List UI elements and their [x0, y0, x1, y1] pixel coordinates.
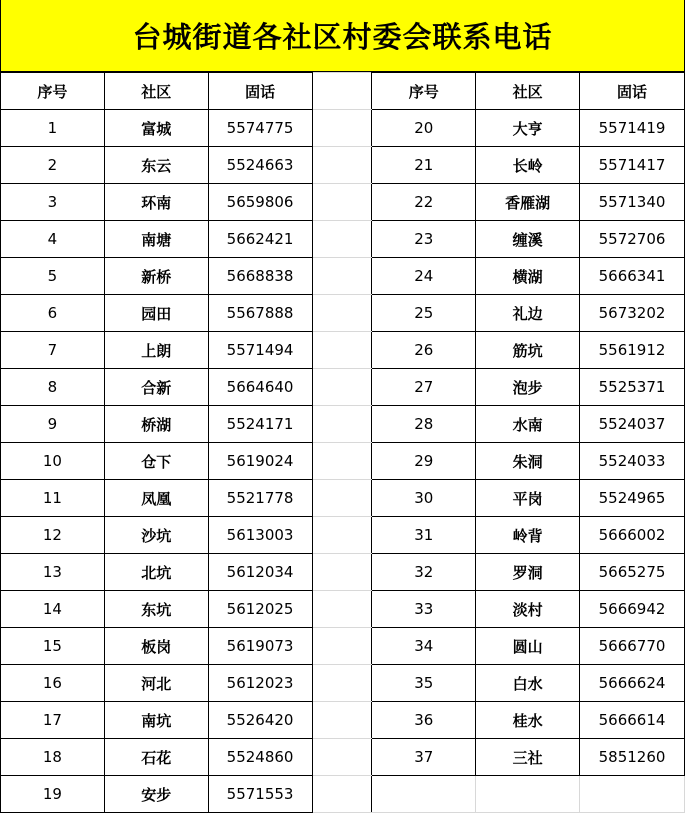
column-gap [312, 665, 372, 702]
row-index: 2 [1, 147, 105, 184]
row-community: 水南 [476, 406, 580, 443]
row-phone: 5524860 [208, 739, 312, 776]
row-phone: 5666002 [580, 517, 685, 554]
table-row [1, 739, 685, 776]
row-phone: 5574775 [208, 110, 312, 147]
row-index: 27 [372, 369, 476, 406]
row-index: 33 [372, 591, 476, 628]
row-community: 圆山 [476, 628, 580, 665]
row-community: 富城 [104, 110, 208, 147]
row-phone: 5524037 [580, 406, 685, 443]
row-phone: 5524171 [208, 406, 312, 443]
row-community: 河北 [104, 665, 208, 702]
row-community: 长岭 [476, 147, 580, 184]
table-row [1, 221, 685, 258]
row-phone: 5571340 [580, 184, 685, 221]
table-row [1, 443, 685, 480]
row-community: 环南 [104, 184, 208, 221]
row-community: 新桥 [104, 258, 208, 295]
table-row [1, 147, 685, 184]
row-community: 平岗 [476, 480, 580, 517]
row-index: 17 [1, 702, 105, 739]
row-index: 37 [372, 739, 476, 776]
row-phone: 5673202 [580, 295, 685, 332]
row-community: 罗洞 [476, 554, 580, 591]
row-index: 24 [372, 258, 476, 295]
header-community-left: 社区 [104, 73, 208, 110]
row-community [476, 776, 580, 813]
row-community: 东坑 [104, 591, 208, 628]
row-index: 18 [1, 739, 105, 776]
table-row [1, 295, 685, 332]
row-index: 35 [372, 665, 476, 702]
row-community: 香雁湖 [476, 184, 580, 221]
column-gap [312, 147, 372, 184]
row-community: 东云 [104, 147, 208, 184]
row-phone: 5666624 [580, 665, 685, 702]
row-community: 大亨 [476, 110, 580, 147]
column-gap [312, 332, 372, 369]
row-index: 8 [1, 369, 105, 406]
column-gap [312, 221, 372, 258]
row-index: 4 [1, 221, 105, 258]
row-phone: 5571553 [208, 776, 312, 813]
row-index: 6 [1, 295, 105, 332]
row-phone: 5666341 [580, 258, 685, 295]
row-community: 南塘 [104, 221, 208, 258]
table-row [1, 406, 685, 443]
row-community: 三社 [476, 739, 580, 776]
row-phone: 5613003 [208, 517, 312, 554]
row-community: 凤凰 [104, 480, 208, 517]
column-gap [312, 480, 372, 517]
header-row [1, 73, 685, 110]
row-index: 25 [372, 295, 476, 332]
header-phone-right: 固话 [580, 73, 685, 110]
row-index: 15 [1, 628, 105, 665]
row-index: 36 [372, 702, 476, 739]
row-phone: 5664640 [208, 369, 312, 406]
row-index: 34 [372, 628, 476, 665]
row-phone: 5524033 [580, 443, 685, 480]
column-gap [312, 110, 372, 147]
column-gap [312, 369, 372, 406]
row-phone: 5612025 [208, 591, 312, 628]
column-gap [312, 517, 372, 554]
row-community: 桂水 [476, 702, 580, 739]
table-row [1, 665, 685, 702]
row-community: 筋坑 [476, 332, 580, 369]
row-index: 31 [372, 517, 476, 554]
column-gap [312, 739, 372, 776]
row-index: 21 [372, 147, 476, 184]
table-row [1, 110, 685, 147]
row-index: 12 [1, 517, 105, 554]
column-gap [312, 73, 372, 110]
row-community: 缠溪 [476, 221, 580, 258]
row-index: 26 [372, 332, 476, 369]
row-phone: 5666942 [580, 591, 685, 628]
row-community: 合新 [104, 369, 208, 406]
row-index: 14 [1, 591, 105, 628]
row-index: 3 [1, 184, 105, 221]
row-index: 10 [1, 443, 105, 480]
row-phone: 5612023 [208, 665, 312, 702]
contact-table [0, 72, 685, 813]
row-phone: 5567888 [208, 295, 312, 332]
row-phone: 5666614 [580, 702, 685, 739]
row-community: 上朗 [104, 332, 208, 369]
table-row [1, 517, 685, 554]
row-index: 30 [372, 480, 476, 517]
row-index: 20 [372, 110, 476, 147]
row-index: 7 [1, 332, 105, 369]
column-gap [312, 591, 372, 628]
row-phone: 5665275 [580, 554, 685, 591]
row-phone: 5619024 [208, 443, 312, 480]
row-community: 板岗 [104, 628, 208, 665]
row-phone: 5521778 [208, 480, 312, 517]
row-phone: 5572706 [580, 221, 685, 258]
row-index: 13 [1, 554, 105, 591]
row-community: 桥湖 [104, 406, 208, 443]
row-phone [580, 776, 685, 813]
row-community: 园田 [104, 295, 208, 332]
table-row [1, 369, 685, 406]
row-phone: 5571494 [208, 332, 312, 369]
row-index: 11 [1, 480, 105, 517]
row-phone: 5561912 [580, 332, 685, 369]
row-community: 北坑 [104, 554, 208, 591]
row-phone: 5619073 [208, 628, 312, 665]
row-community: 淡村 [476, 591, 580, 628]
row-phone: 5524663 [208, 147, 312, 184]
table-row [1, 480, 685, 517]
row-phone: 5659806 [208, 184, 312, 221]
header-community-right: 社区 [476, 73, 580, 110]
row-phone: 5525371 [580, 369, 685, 406]
header-index-right: 序号 [372, 73, 476, 110]
row-community: 沙坑 [104, 517, 208, 554]
row-community: 仓下 [104, 443, 208, 480]
row-index: 1 [1, 110, 105, 147]
header-index-left: 序号 [1, 73, 105, 110]
column-gap [312, 702, 372, 739]
row-index: 5 [1, 258, 105, 295]
row-community: 横湖 [476, 258, 580, 295]
column-gap [312, 406, 372, 443]
row-index: 22 [372, 184, 476, 221]
row-index: 19 [1, 776, 105, 813]
row-index: 16 [1, 665, 105, 702]
row-index: 32 [372, 554, 476, 591]
row-index: 9 [1, 406, 105, 443]
row-community: 白水 [476, 665, 580, 702]
column-gap [312, 295, 372, 332]
table-row [1, 776, 685, 813]
row-phone: 5662421 [208, 221, 312, 258]
row-community: 泡步 [476, 369, 580, 406]
row-phone: 5526420 [208, 702, 312, 739]
column-gap [312, 776, 372, 813]
row-phone: 5571419 [580, 110, 685, 147]
row-community: 安步 [104, 776, 208, 813]
column-gap [312, 628, 372, 665]
row-phone: 5851260 [580, 739, 685, 776]
row-phone: 5612034 [208, 554, 312, 591]
column-gap [312, 443, 372, 480]
table-row [1, 332, 685, 369]
page-title: 台城街道各社区村委会联系电话 [0, 0, 685, 72]
row-community: 南坑 [104, 702, 208, 739]
row-community: 石花 [104, 739, 208, 776]
row-phone: 5668838 [208, 258, 312, 295]
row-index [372, 776, 476, 813]
column-gap [312, 554, 372, 591]
row-phone: 5666770 [580, 628, 685, 665]
column-gap [312, 184, 372, 221]
table-row [1, 591, 685, 628]
header-phone-left: 固话 [208, 73, 312, 110]
table-row [1, 184, 685, 221]
row-index: 29 [372, 443, 476, 480]
row-index: 28 [372, 406, 476, 443]
table-row [1, 258, 685, 295]
row-phone: 5571417 [580, 147, 685, 184]
row-community: 礼边 [476, 295, 580, 332]
table-row [1, 702, 685, 739]
row-phone: 5524965 [580, 480, 685, 517]
row-index: 23 [372, 221, 476, 258]
table-row [1, 628, 685, 665]
column-gap [312, 258, 372, 295]
row-community: 朱洞 [476, 443, 580, 480]
table-row [1, 554, 685, 591]
row-community: 岭背 [476, 517, 580, 554]
